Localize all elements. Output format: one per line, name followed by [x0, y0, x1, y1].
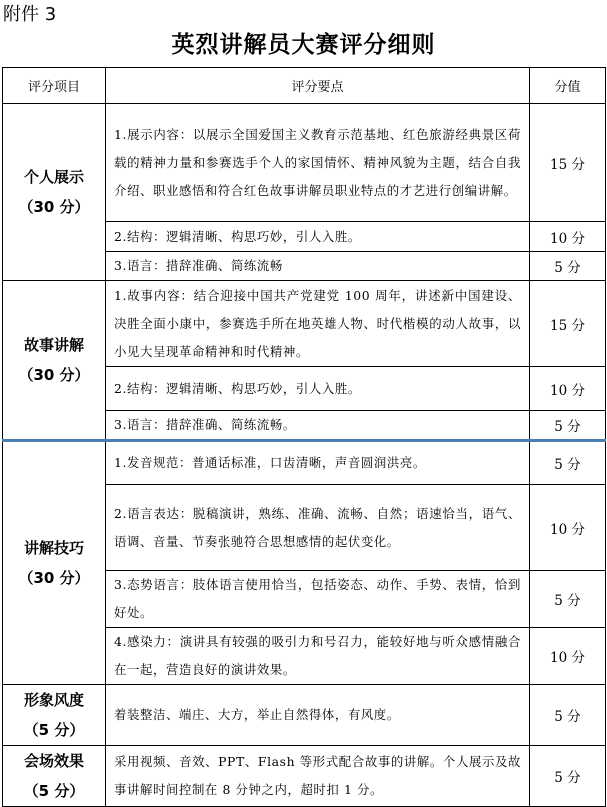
table-header-row: [3, 68, 606, 104]
criterion-score: 5 分: [530, 411, 606, 441]
criterion-text: 2.结构：逻辑清晰、构思巧妙，引人入胜。: [106, 367, 530, 411]
criterion-score: 5 分: [530, 441, 606, 485]
criterion-score: 10 分: [530, 367, 606, 411]
scoring-table: [2, 67, 606, 807]
criterion-score: 15 分: [530, 104, 606, 222]
table-row: [3, 441, 606, 485]
criterion-text: 1.展示内容：以展示全国爱国主义教育示范基地、红色旅游经典景区荷载的精神力量和参赛选手个人的家国情怀、精神风貌为主题，结合自我介绍、职业感悟和符合红色故事讲解员职业特点的才艺进行创编讲解。: [106, 104, 530, 222]
criterion-score: 5 分: [530, 685, 606, 746]
page-title: 英烈讲解员大赛评分细则: [171, 32, 436, 58]
category-name: 讲解技巧: [23, 539, 84, 557]
criterion-text: 采用视频、音效、PPT、Flash 等形式配合故事的讲解。个人展示及故事讲解时间控制在 8 分钟之内，超时扣 1 分。: [106, 746, 530, 807]
category-name: 形象风度: [23, 691, 84, 709]
category-points: （5 分）: [23, 782, 85, 800]
category-points: （5 分）: [23, 721, 85, 739]
criterion-text: 1.故事内容：结合迎接中国共产党建党 100 周年，讲述新中国建设、决胜全面小康中，参赛选手所在地英雄人物、时代楷模的动人故事，以小见大呈现革命精神和时代精神。: [106, 281, 530, 367]
table-row: [3, 685, 606, 746]
category-points: （30 分）: [18, 366, 90, 384]
category-cell-venue-effect: [3, 746, 106, 807]
criterion-score: 15 分: [530, 281, 606, 367]
criterion-text: 3.语言：措辞准确、简练流畅。: [106, 411, 530, 441]
category-cell-story-telling: [3, 281, 106, 441]
criterion-text: 2.结构：逻辑清晰、构思巧妙，引人入胜。: [106, 222, 530, 252]
criterion-score: 10 分: [530, 628, 606, 685]
criterion-score: 5 分: [530, 252, 606, 281]
criterion-score: 5 分: [530, 571, 606, 628]
category-points: （30 分）: [18, 198, 90, 216]
header-score: 分值: [530, 68, 606, 104]
table-row: [3, 281, 606, 367]
category-points: （30 分）: [18, 569, 90, 587]
attachment-label: 附件 3: [3, 4, 57, 25]
header-category: 评分项目: [3, 68, 106, 104]
category-cell-personal-display: [3, 104, 106, 281]
criterion-text: 1.发音规范：普通话标准，口齿清晰，声音圆润洪亮。: [106, 441, 530, 485]
category-name: 会场效果: [23, 752, 84, 770]
criterion-text: 4.感染力：演讲具有较强的吸引力和号召力，能较好地与听众感情融合在一起，营造良好的演讲效果。: [106, 628, 530, 685]
table-row: [3, 746, 606, 807]
category-cell-image-demeanor: [3, 685, 106, 746]
category-name: 故事讲解: [23, 336, 84, 354]
category-cell-speaking-skills: [3, 441, 106, 685]
criterion-text: 3.语言：措辞准确、简练流畅: [106, 252, 530, 281]
category-name: 个人展示: [23, 168, 84, 186]
criterion-score: 10 分: [530, 222, 606, 252]
criterion-text: 2.语言表达：脱稿演讲，熟练、准确、流畅、自然；语速恰当，语气、语调、音量、节奏张驰符合思想感情的起伏变化。: [106, 485, 530, 571]
criterion-text: 3.态势语言：肢体语言使用恰当，包括姿态、动作、手势、表情，恰到好处。: [106, 571, 530, 628]
header-points: 评分要点: [106, 68, 530, 104]
table-row: [3, 104, 606, 222]
criterion-score: 10 分: [530, 485, 606, 571]
criterion-text: 着装整洁、端庄、大方，举止自然得体，有风度。: [106, 685, 530, 746]
criterion-score: 5 分: [530, 746, 606, 807]
